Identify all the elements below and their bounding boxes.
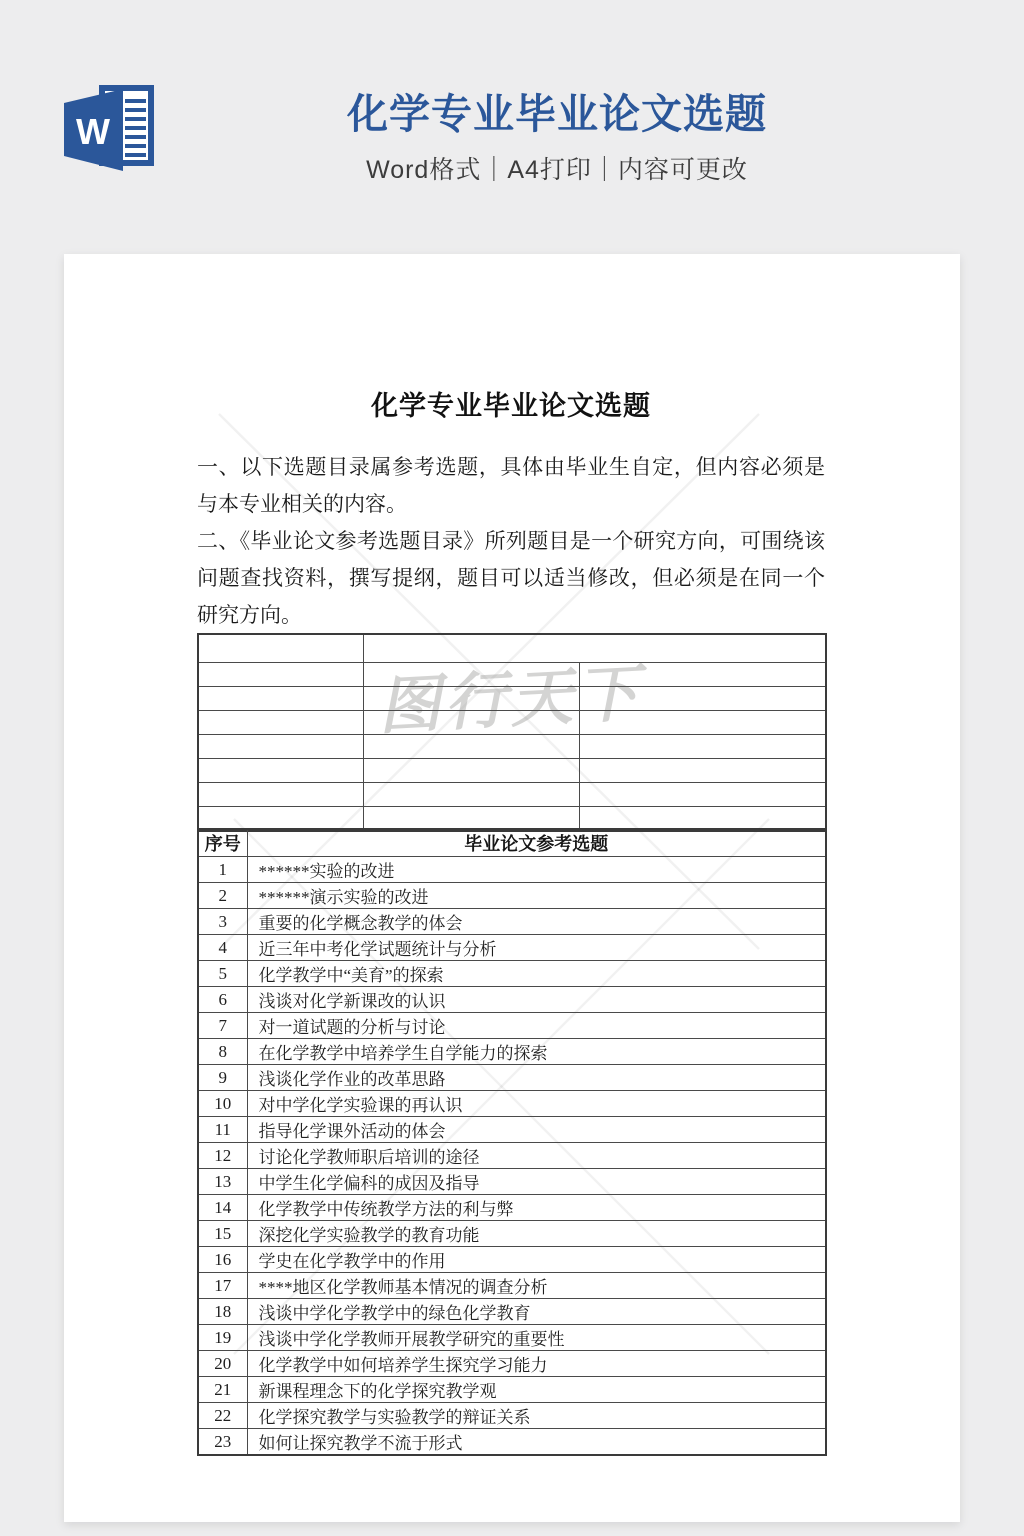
doc-title: 化学专业毕业论文选题 <box>371 391 651 421</box>
topic-row <box>198 1117 826 1143</box>
topic-row <box>198 857 826 883</box>
topic-row <box>198 1429 826 1456</box>
topic-title-cell: 如何让探究教学不流于形式 <box>247 1429 826 1456</box>
header-subtitle: Word格式｜A4打印｜内容可更改 <box>366 156 748 185</box>
topic-row <box>198 1039 826 1065</box>
word-icon <box>62 84 154 172</box>
info-table-row <box>198 783 826 807</box>
topic-number-cell: 4 <box>198 935 247 961</box>
topic-row <box>198 1247 826 1273</box>
topic-title-cell: 化学教学中传统教学方法的利与弊 <box>247 1195 826 1221</box>
info-table-cell <box>198 634 363 663</box>
topic-number-cell: 12 <box>198 1143 247 1169</box>
topic-row <box>198 1325 826 1351</box>
info-table-cell <box>198 735 363 759</box>
topic-title-cell: 对一道试题的分析与讨论 <box>247 1013 826 1039</box>
topics-table-body <box>198 857 826 1456</box>
info-table-row <box>198 663 826 687</box>
topic-number-cell: 16 <box>198 1247 247 1273</box>
topic-row <box>198 1273 826 1299</box>
info-table-cell <box>198 783 363 807</box>
topic-row <box>198 1065 826 1091</box>
topic-title-cell: 浅谈中学化学教师开展教学研究的重要性 <box>247 1325 826 1351</box>
topic-row <box>198 1299 826 1325</box>
topic-row <box>198 1169 826 1195</box>
topic-row <box>198 1143 826 1169</box>
header-text-block <box>292 92 822 186</box>
topic-number-cell: 5 <box>198 961 247 987</box>
document-page <box>64 254 960 1522</box>
topic-number-cell: 10 <box>198 1091 247 1117</box>
info-table-cell <box>579 687 826 711</box>
topic-number-cell: 19 <box>198 1325 247 1351</box>
info-table-cell <box>579 663 826 687</box>
topic-number-cell: 7 <box>198 1013 247 1039</box>
topic-number-cell: 8 <box>198 1039 247 1065</box>
topic-title-cell: 中学生化学偏科的成因及指导 <box>247 1169 826 1195</box>
info-table-cell <box>579 735 826 759</box>
topics-header-row <box>198 829 826 857</box>
info-table-body <box>198 634 826 831</box>
info-table-cell <box>198 687 363 711</box>
topic-row <box>198 883 826 909</box>
topic-row <box>198 909 826 935</box>
topic-number-cell: 23 <box>198 1429 247 1456</box>
watermark-text: 图行天下 <box>376 660 644 742</box>
info-table-row <box>198 687 826 711</box>
info-table-row <box>198 711 826 735</box>
topic-title-cell: 深挖化学实验教学的教育功能 <box>247 1221 826 1247</box>
topic-row <box>198 1403 826 1429</box>
topics-table <box>197 828 827 1456</box>
topic-title-cell: 浅谈中学化学教学中的绿色化学教育 <box>247 1299 826 1325</box>
topic-title-cell: 近三年中考化学试题统计与分析 <box>247 935 826 961</box>
topic-title-cell: 化学教学中“美育”的探索 <box>247 961 826 987</box>
topic-number-cell: 17 <box>198 1273 247 1299</box>
info-table-row <box>198 759 826 783</box>
topic-row <box>198 1221 826 1247</box>
topic-number-cell: 2 <box>198 883 247 909</box>
info-table-cell <box>198 663 363 687</box>
topic-row <box>198 1351 826 1377</box>
topic-title-cell: ******演示实验的改进 <box>247 883 826 909</box>
topic-title-cell: 指导化学课外活动的体会 <box>247 1117 826 1143</box>
topic-row <box>198 1091 826 1117</box>
info-table-cell <box>198 759 363 783</box>
doc-paragraph: 二、《毕业论文参考选题目录》所列题目是一个研究方向，可围绕该问题查找资料，撰写提纲，题目可以适当修改，但必须是在同一个研究方向。 <box>197 529 825 627</box>
topic-title-cell: 在化学教学中培养学生自学能力的探索 <box>247 1039 826 1065</box>
topic-number-cell: 6 <box>198 987 247 1013</box>
topics-header-title: 毕业论文参考选题 <box>247 829 826 857</box>
info-table-cell <box>579 759 826 783</box>
topic-number-cell: 21 <box>198 1377 247 1403</box>
topic-number-cell: 3 <box>198 909 247 935</box>
topic-number-cell: 15 <box>198 1221 247 1247</box>
topic-row <box>198 1013 826 1039</box>
topic-title-cell: 浅谈化学作业的改革思路 <box>247 1065 826 1091</box>
info-table-cell <box>363 711 579 735</box>
topic-title-cell: 化学教学中如何培养学生探究学习能力 <box>247 1351 826 1377</box>
word-icon-letter: W <box>76 111 110 152</box>
topic-number-cell: 18 <box>198 1299 247 1325</box>
topic-title-cell: 新课程理念下的化学探究教学观 <box>247 1377 826 1403</box>
topic-title-cell: 重要的化学概念教学的体会 <box>247 909 826 935</box>
topic-number-cell: 14 <box>198 1195 247 1221</box>
topic-title-cell: 讨论化学教师职后培训的途径 <box>247 1143 826 1169</box>
topic-title-cell: ******实验的改进 <box>247 857 826 883</box>
info-table-cell <box>579 783 826 807</box>
topic-row <box>198 1377 826 1403</box>
topic-number-cell: 1 <box>198 857 247 883</box>
topic-title-cell: 化学探究教学与实验教学的辩证关系 <box>247 1403 826 1429</box>
topic-title-cell: 学史在化学教学中的作用 <box>247 1247 826 1273</box>
info-table-cell <box>363 634 826 663</box>
info-table-cell <box>363 663 579 687</box>
info-table-cell <box>363 735 579 759</box>
info-table-cell <box>363 759 579 783</box>
topic-row <box>198 1195 826 1221</box>
doc-paragraph: 一、以下选题目录属参考选题，具体由毕业生自定，但内容必须是与本专业相关的内容。 <box>197 455 825 516</box>
header-title: 化学专业毕业论文选题 <box>347 91 767 137</box>
info-table-cell <box>363 783 579 807</box>
topic-title-cell: 浅谈对化学新课改的认识 <box>247 987 826 1013</box>
info-table-row <box>198 735 826 759</box>
info-table-cell <box>198 711 363 735</box>
info-table-cell <box>579 711 826 735</box>
topic-number-cell: 13 <box>198 1169 247 1195</box>
info-table <box>197 633 827 832</box>
topic-row <box>198 987 826 1013</box>
topic-title-cell: ****地区化学教师基本情况的调查分析 <box>247 1273 826 1299</box>
site-header <box>0 0 1024 254</box>
topic-row <box>198 935 826 961</box>
doc-paragraphs <box>197 449 825 634</box>
topics-header-number: 序号 <box>198 829 247 857</box>
topic-number-cell: 22 <box>198 1403 247 1429</box>
topic-number-cell: 11 <box>198 1117 247 1143</box>
topic-number-cell: 20 <box>198 1351 247 1377</box>
info-table-row <box>198 634 826 663</box>
info-table-cell <box>363 687 579 711</box>
topic-number-cell: 9 <box>198 1065 247 1091</box>
topic-row <box>198 961 826 987</box>
topic-title-cell: 对中学化学实验课的再认识 <box>247 1091 826 1117</box>
